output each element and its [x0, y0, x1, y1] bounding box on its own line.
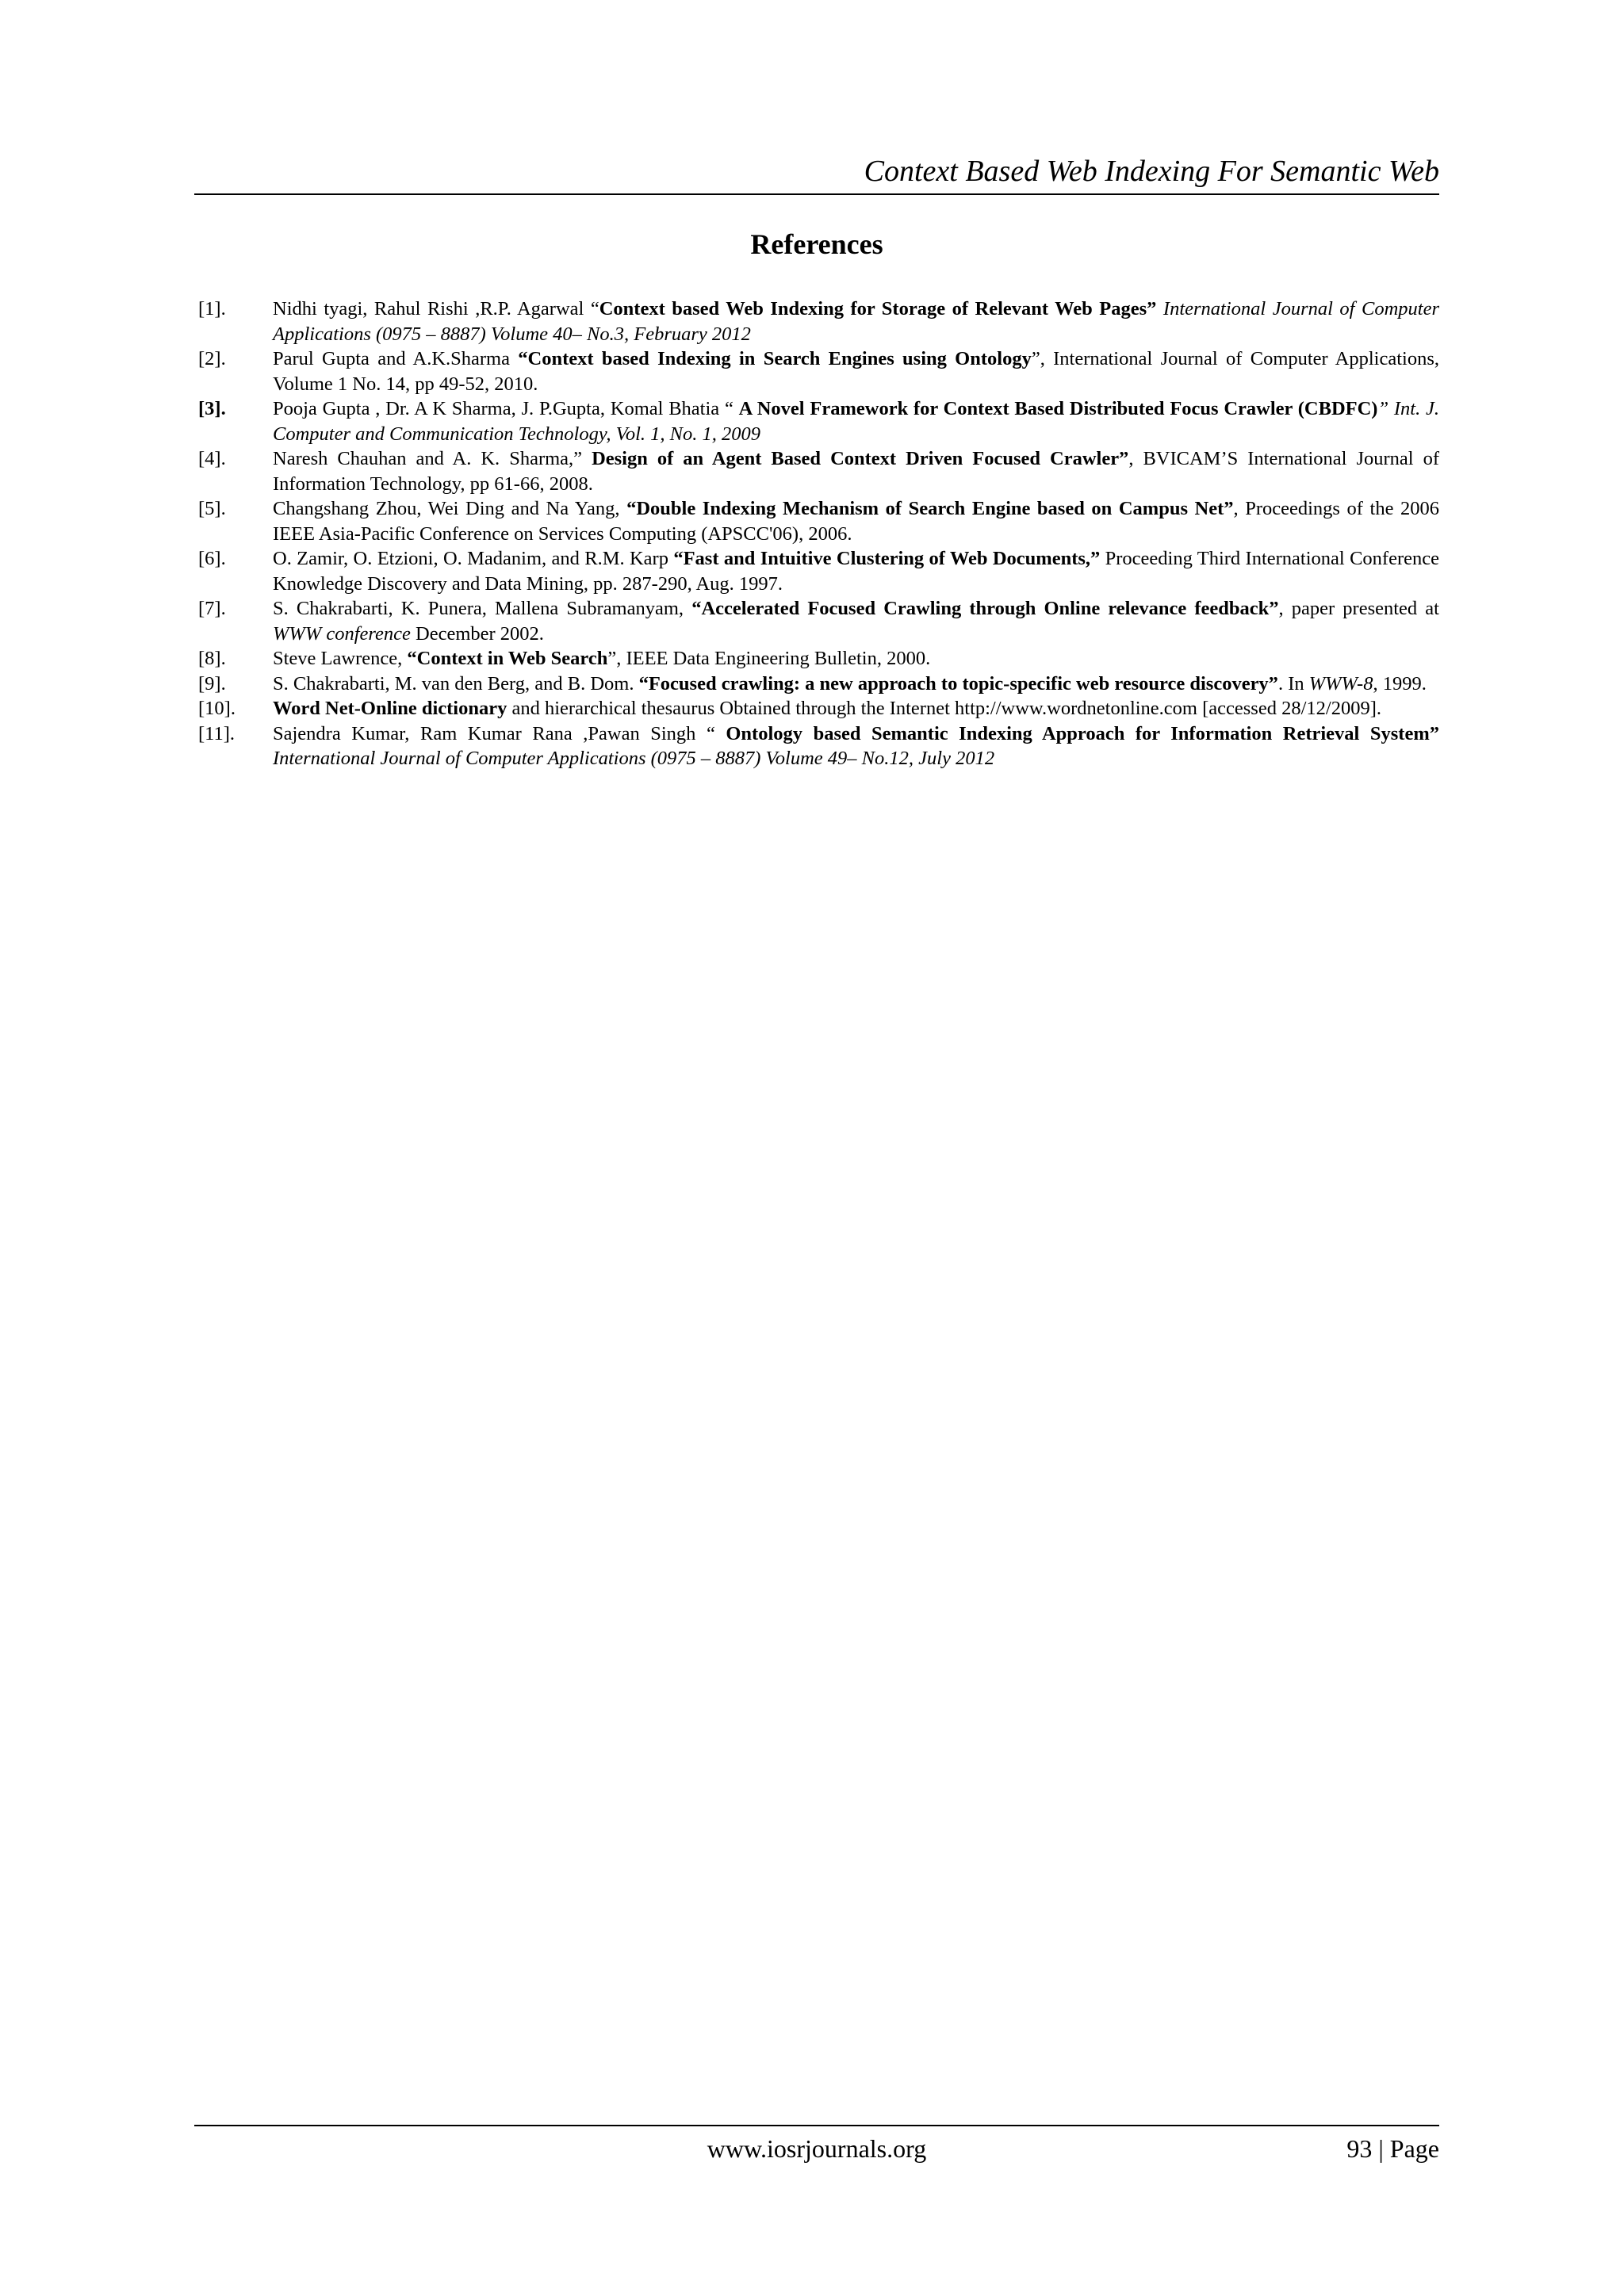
reference-number: [9]. [198, 672, 226, 695]
reference-segment: December 2002. [410, 622, 544, 645]
reference-text [273, 448, 1439, 495]
reference-number: [5]. [198, 498, 226, 519]
reference-item [198, 446, 1439, 496]
reference-venue: International Journal of Computer Applications (0975 – 8887) Volume 49– No.12, July 2012 [273, 748, 995, 769]
reference-number: [4]. [198, 448, 226, 469]
running-footer [194, 2131, 1439, 2166]
reference-segment: Nidhi tyagi, Rahul Rishi ,R.P. Agarwal “ [273, 298, 599, 320]
reference-segment: S. Chakrabarti, K. Punera, Mallena Subramanyam, [273, 598, 692, 619]
journal-url: www.iosrjournals.org [707, 2134, 927, 2163]
reference-segment: O. Zamir, O. Etzioni, O. Madanim, and R.M. Karp [273, 548, 674, 569]
reference-item [198, 346, 1439, 396]
header-rule [194, 193, 1439, 195]
reference-segment: Changshang Zhou, Wei Ding and Na Yang, [273, 498, 627, 519]
reference-text [273, 673, 1427, 695]
reference-segment: Naresh Chauhan and A. K. Sharma,” [273, 448, 592, 469]
reference-number: [2]. [198, 348, 226, 369]
reference-segment: Sajendra Kumar, Ram Kumar Rana ,Pawan Singh “ [273, 722, 726, 744]
reference-segment: , BVICAM’S International Journal of Information Technology, pp 61-66, 2008. [273, 448, 1439, 495]
reference-segment: Steve Lawrence, [273, 648, 408, 669]
reference-item [198, 696, 1439, 721]
reference-item [198, 496, 1439, 546]
reference-item [198, 721, 1439, 771]
reference-title: Word Net-Online dictionary [273, 698, 508, 719]
reference-venue: WWW-8 [1308, 672, 1373, 695]
reference-number: [8]. [198, 648, 226, 669]
reference-number: [7]. [198, 598, 226, 619]
reference-title: “Focused crawling: a new approach to topic-specific web resource discovery” [638, 672, 1278, 695]
reference-segment: Pooja Gupta , Dr. A K Sharma, J. P.Gupta, Komal Bhatia “ [273, 398, 739, 419]
reference-text [273, 348, 1439, 395]
footer-rule [194, 2125, 1439, 2126]
reference-text [273, 698, 1381, 719]
reference-title: Design of an Agent Based Context Driven Focused Crawler” [592, 448, 1129, 469]
reference-title: “Accelerated Focused Crawling through Online relevance feedback” [691, 598, 1279, 619]
reference-venue: ” Int. J. Computer and Communication Technology, Vol. 1, No. 1, 2009 [273, 398, 1439, 445]
reference-item [198, 297, 1439, 346]
reference-number: [6]. [198, 548, 226, 569]
reference-item [198, 396, 1439, 446]
reference-item [198, 646, 1439, 672]
reference-venue: WWW conference [273, 622, 411, 645]
reference-title: “Context in Web Search [407, 648, 608, 669]
reference-segment: Parul Gupta and A.K.Sharma [273, 348, 519, 369]
reference-text [273, 598, 1439, 645]
reference-item [198, 596, 1439, 646]
reference-title: “Fast and Intuitive Clustering of Web Documents,” [673, 548, 1101, 569]
reference-text [273, 648, 930, 669]
reference-segment: S. Chakrabarti, M. van den Berg, and B. Dom. [273, 672, 639, 695]
reference-text [273, 548, 1439, 595]
reference-title: Ontology based Semantic Indexing Approach for Information Retrieval System” [726, 722, 1439, 744]
reference-segment: , Proceedings of the 2006 IEEE Asia-Pacific Conference on Services Computing (APSCC'06), 2006. [273, 498, 1440, 545]
reference-text [273, 723, 1439, 770]
reference-title: “Double Indexing Mechanism of Search Engine based on Campus Net” [626, 498, 1234, 519]
reference-text [273, 498, 1439, 545]
reference-segment: , 1999. [1373, 672, 1427, 695]
reference-number: [3]. [198, 398, 226, 419]
reference-item [198, 546, 1439, 596]
reference-segment: and hierarchical thesaurus Obtained through the Internet http://www.wordnetonline.com [accessed 28/12/2009]. [507, 698, 1381, 719]
reference-number: [11]. [198, 722, 236, 744]
reference-list [198, 297, 1439, 771]
reference-segment: . In [1277, 672, 1309, 695]
running-header: Context Based Web Indexing For Semantic Web [864, 155, 1439, 188]
reference-title: Context based Web Indexing for Storage of Relevant Web Pages” [599, 298, 1157, 320]
reference-segment [1156, 298, 1163, 320]
reference-venue: International Journal of Computer Applications (0975 – 8887) Volume 40– No.3, February 2012 [273, 298, 1439, 345]
reference-segment: Proceeding Third International Conference Knowledge Discovery and Data Mining, pp. 287-290, Aug. 1997. [273, 548, 1439, 595]
reference-number: [1]. [198, 298, 226, 320]
reference-text [273, 298, 1439, 345]
reference-item [198, 672, 1439, 697]
reference-segment: ”, International Journal of Computer Applications, Volume 1 No. 14, pp 49-52, 2010. [273, 348, 1439, 395]
reference-segment: , paper presented at [1278, 598, 1439, 619]
reference-title: “Context based Indexing in Search Engines using Ontology [518, 348, 1032, 369]
section-title: References [750, 228, 883, 260]
reference-segment: ”, IEEE Data Engineering Bulletin, 2000. [607, 648, 931, 669]
page-number: 93 | Page [1346, 2134, 1439, 2163]
reference-title: A Novel Framework for Context Based Distributed Focus Crawler (CBDFC) [738, 398, 1378, 419]
reference-number: [10]. [198, 698, 236, 719]
reference-text [273, 398, 1439, 445]
